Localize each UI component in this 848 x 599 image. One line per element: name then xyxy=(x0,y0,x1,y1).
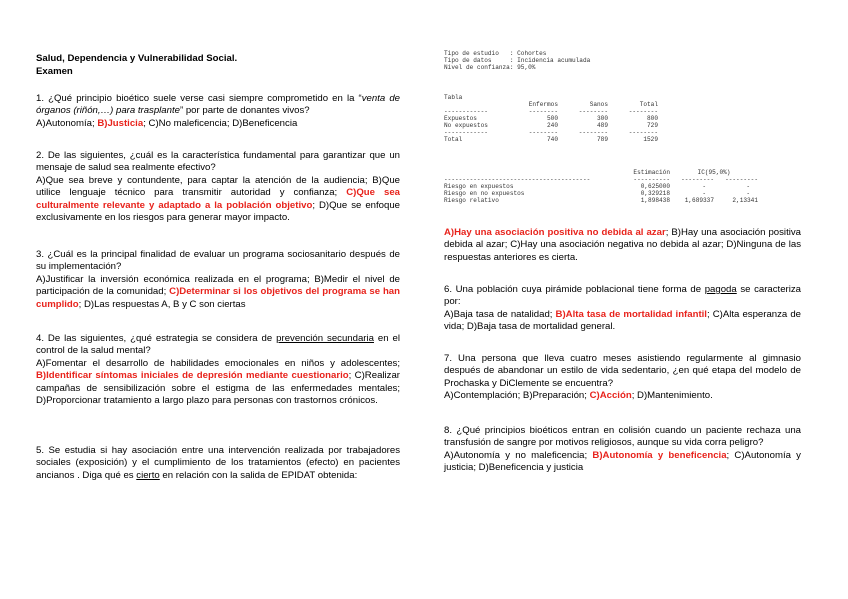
q5-stem-underlined: cierto xyxy=(136,469,160,481)
table-row-label: Expuestos xyxy=(444,115,477,123)
epidat-meta-line: Nivel de confianza: 95,0% xyxy=(444,64,536,72)
q4-stem-underlined: prevención secundaria xyxy=(276,333,374,344)
q6-stem-text: 6. Una población cuya pirámide poblacional tiene forma de xyxy=(444,284,705,295)
q4-options-rest: ; C)Realizar campañas de sensibilización sobre el estigma de las enfermedades mentales; D)Proporcionar tratamiento a largo plazo para personas con trastornos crónicos. xyxy=(36,370,400,407)
q8-correct-answer: B)Autonomía y beneficencia xyxy=(592,449,727,461)
estimates-cell: 0,329218 xyxy=(640,190,670,198)
estimates-header-cell: Estimación xyxy=(633,169,670,176)
q1-stem-text-end: ” por parte de donantes vivos? xyxy=(179,105,310,117)
table-cell: 789 xyxy=(597,136,608,144)
question-6 xyxy=(444,284,801,334)
estimates-row-label: Riesgo en no expuestos xyxy=(444,190,525,198)
table-cell: 240 xyxy=(547,122,558,130)
table-header-row xyxy=(444,101,658,108)
table-rule-row: ------------ -------- -------- -------- xyxy=(444,129,658,137)
question-8 xyxy=(444,425,801,475)
q4-stem-text-end: en el control de la salud mental? xyxy=(36,333,400,357)
question-7 xyxy=(444,353,801,403)
epidat-meta xyxy=(444,50,590,71)
table-row-label: No expuestos xyxy=(444,122,488,130)
estimates-row xyxy=(444,197,758,204)
epidat-contingency-table xyxy=(444,101,658,144)
epidat-meta-line: Tipo de datos : Incidencia acumulada xyxy=(444,57,591,65)
estimates-row-label: Riesgo relativo xyxy=(444,197,499,205)
table-row-label: Total xyxy=(444,136,463,144)
q6-options-rest: ; C)Alta esperanza de vida; D)Baja tasa de mortalidad general. xyxy=(444,308,802,333)
q4-correct-answer: B)Identificar síntomas iniciales de depresión mediante cuestionario xyxy=(36,370,349,382)
q6-correct-answer: B)Alta tasa de mortalidad infantil xyxy=(555,308,707,320)
estimates-cell: 0,625000 xyxy=(640,183,670,191)
q8-options-rest: ; C)Autonomía y justicia; D)Beneficencia y justicia xyxy=(444,449,801,474)
epidat-estimates-table xyxy=(444,169,758,204)
estimates-cell: 1,898438 xyxy=(640,197,670,205)
table-cell: 740 xyxy=(547,136,558,144)
table-header-cell: Total xyxy=(639,101,658,108)
question-6-stem xyxy=(444,284,801,309)
q3-options-ab: A)Justificar la inversión económica realizada en el programa; B)Medir el nivel de participación de la comunidad; xyxy=(36,273,400,298)
table-rule-row: ------------ -------- -------- -------- xyxy=(444,108,658,116)
estimates-header-cell: IC(95,0%) xyxy=(697,169,731,176)
question-7-stem: 7. Una persona que lleva cuatro meses asistiendo regularmente al gimnasio después de abandonar un estilo de vida sedentario, ¿en qué etapa del modelo de Prochaska y DiClemente se encuentra? xyxy=(444,353,801,389)
question-8-options xyxy=(444,450,801,475)
table-header-cell: Enfermos xyxy=(528,101,558,108)
q1-stem-italic: venta de órganos (riñón,…) para trasplante xyxy=(36,93,400,117)
q1-option-a: A)Autonomía; xyxy=(36,117,98,129)
estimates-row-label: Riesgo en expuestos xyxy=(444,183,514,191)
q5-options-text xyxy=(444,227,801,264)
exam-title: Salud, Dependencia y Vulnerabilidad Social. xyxy=(36,53,238,64)
q4-stem-text: 4. De las siguientes, ¿qué estrategia se considera de xyxy=(36,333,277,344)
q5-options-rest: ; B)Hay una asociación positiva debida al azar; C)Hay una asociación negativa no debida al azar; D)Ninguna de las respuestas anteriores es cierta. xyxy=(444,227,801,263)
q6-option-a: A)Baja tasa de natalidad; xyxy=(444,308,556,320)
q6-stem-underlined: pagoda xyxy=(704,284,737,295)
q5-correct-answer: A)Hay una asociación positiva no debida al azar xyxy=(444,227,666,238)
q7-correct-answer: C)Acción xyxy=(589,390,632,402)
question-7-options xyxy=(444,390,801,402)
table-rule-row: ---------------------------------------- ---------- --------- --------- xyxy=(444,176,758,184)
table-cell: 500 xyxy=(547,115,558,123)
table-cell: 1529 xyxy=(643,136,658,144)
question-5-options xyxy=(444,227,801,264)
table-cell: 489 xyxy=(597,122,608,130)
estimates-row xyxy=(444,190,758,197)
table-cell: 800 xyxy=(647,115,658,123)
estimates-cell: - xyxy=(702,190,706,198)
q5-stem-text-end: en relación con la salida de EPIDAT obtenida: xyxy=(159,469,358,481)
question-1-stem xyxy=(36,93,400,118)
estimates-cell: 2,13341 xyxy=(732,197,758,205)
question-5 xyxy=(36,445,400,482)
q1-options-rest: ; C)No maleficencia; D)Beneficencia xyxy=(143,117,298,129)
table-total-row xyxy=(444,136,658,143)
estimates-row xyxy=(444,183,758,190)
question-6-options xyxy=(444,309,801,334)
epidat-meta-line: Tipo de estudio : Cohortes xyxy=(444,50,547,57)
question-8-stem: 8. ¿Qué principios bioéticos entran en colisión cuando un paciente rechaza una transfusión de sangre por motivos religiosos, aunque su vida corra peligro? xyxy=(444,425,801,449)
q3-option-d: ; D)Las respuestas A, B y C son ciertas xyxy=(78,298,246,310)
estimates-cell: - xyxy=(746,183,750,191)
estimates-header-row xyxy=(444,169,758,176)
epidat-output xyxy=(444,50,801,220)
exam-header xyxy=(36,52,237,78)
table-header-cell: Sanos xyxy=(589,101,608,108)
estimates-cell: - xyxy=(702,183,706,191)
question-4-options xyxy=(36,358,400,408)
q7-options-ab: A)Contemplación; B)Preparación; xyxy=(444,390,590,402)
q6-stem-text-end: se caracteriza por: xyxy=(444,284,801,308)
question-5-stem xyxy=(36,445,400,482)
question-2 xyxy=(36,150,400,224)
q8-option-a: A)Autonomía y no maleficencia; xyxy=(444,449,593,461)
q3-correct-answer: C)Determinar si los objetivos del programa se han cumplido xyxy=(36,286,401,310)
q4-option-a: A)Fomentar el desarrollo de habilidades emocionales en niños y adolescentes; xyxy=(36,357,400,369)
q2-correct-answer: C)Que sea culturalmente relevante y adaptado a la población objetivo xyxy=(36,187,400,211)
question-1 xyxy=(36,93,400,130)
question-2-options xyxy=(36,175,400,225)
q1-stem-text: 1. ¿Qué principio bioético suele verse casi siempre comprometido en la “ xyxy=(36,93,362,104)
table-cell: 729 xyxy=(647,122,658,130)
estimates-cell: 1,689337 xyxy=(684,197,714,205)
question-4 xyxy=(36,333,400,407)
table-row xyxy=(444,122,658,129)
q5-stem-text: 5. Se estudia si hay asociación entre una intervención realizada por trabajadores sociales (exposición) y el cumplimiento de los tratamientos (efecto) en pacientes ancianos . Diga qué es xyxy=(36,445,400,481)
table-row xyxy=(444,115,658,122)
q7-option-d: ; D)Mantenimiento. xyxy=(631,390,713,402)
epidat-table-label: Tabla xyxy=(444,94,463,101)
question-3-options xyxy=(36,274,400,311)
question-2-stem: 2. De las siguientes, ¿cuál es la característica fundamental para garantizar que un mensaje de salud sea realmente efectivo? xyxy=(36,150,400,174)
estimates-cell: - xyxy=(746,190,750,198)
q1-correct-answer: B)Justicia xyxy=(97,117,144,129)
table-cell: 300 xyxy=(597,115,608,123)
question-3-stem: 3. ¿Cuál es la principal finalidad de evaluar un programa sociosanitario después de su implementación? xyxy=(36,249,400,273)
question-1-options xyxy=(36,118,400,130)
exam-subtitle: Examen xyxy=(36,66,73,77)
question-3 xyxy=(36,249,400,311)
question-4-stem xyxy=(36,333,400,358)
q2-option-d: ; D)Que se enfoque exclusivamente en los riesgos para generar mayor impacto. xyxy=(36,199,401,224)
q2-options-ab: A)Que sea breve y contundente, para captar la atención de la audiencia; B)Que utilice lenguaje técnico para transmitir autoridad y confianza; xyxy=(36,174,400,199)
